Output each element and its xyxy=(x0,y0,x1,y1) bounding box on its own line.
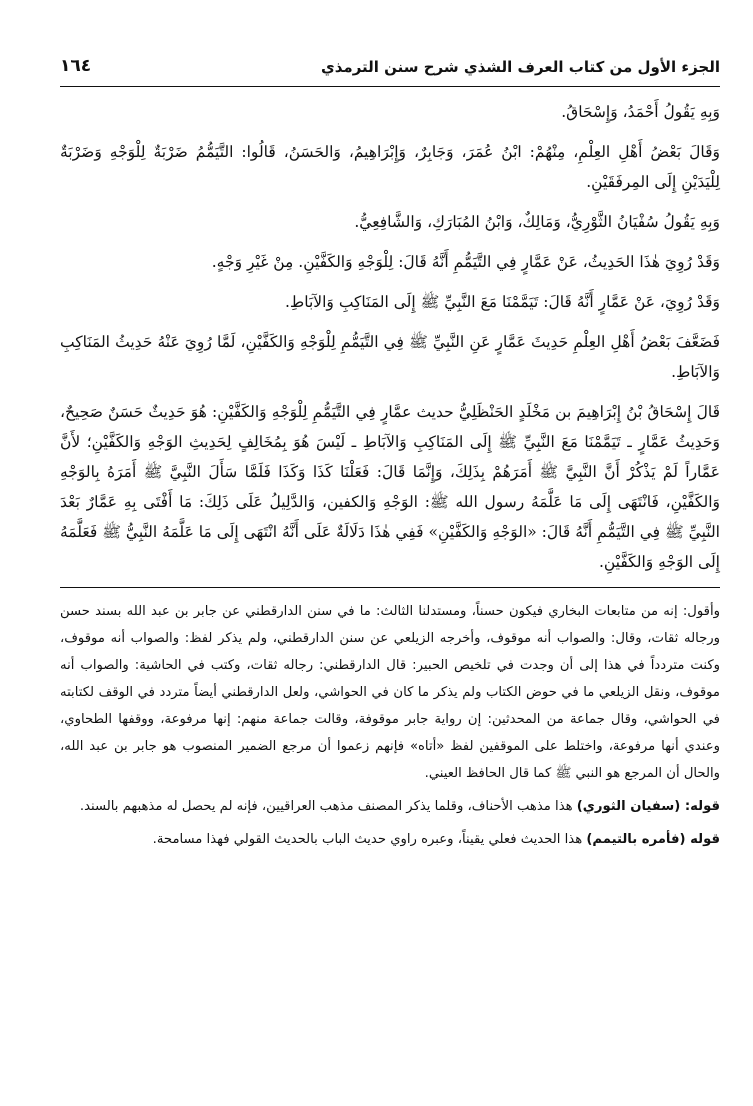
main-paragraph: فَضَعَّفَ بَعْضُ أَهْلِ العِلْمِ حَدِيثَ عَمَّارٍ عَنِ النَّبِيِّ ﷺ فِي التَّيَمُّمِ لِلْوَجْهِ وَالكَفَّيْنِ، لَمَّا رُوِيَ عَنْهُ حَدِيثُ المَنَاكِبِ وَالآبَاطِ. xyxy=(60,333,720,381)
commentary-lemma: قوله: (سفيان الثوري) xyxy=(576,799,720,814)
hadith-text xyxy=(60,97,720,577)
commentary-body: هذا الحديث فعلي يقيناً، وعبره راوي حديث الباب بالحديث القولي فهذا مسامحة. xyxy=(152,832,587,847)
commentary-paragraph xyxy=(60,826,720,853)
page-number: ١٦٤ xyxy=(60,56,92,76)
commentary-body: هذا مذهب الأحناف، وقلما يذكر المصنف مذهب العراقيين، فإنه لم يحصل له مذهبهم بالسند. xyxy=(79,799,577,814)
commentary-lemma: قوله (فأمره بالتيمم) xyxy=(586,832,720,847)
running-header xyxy=(60,52,720,87)
main-paragraph: وَبِهِ يَقُولُ أَحْمَدُ، وَإِسْحَاقُ. xyxy=(561,103,720,121)
commentary xyxy=(60,598,720,853)
main-paragraph: وَبِهِ يَقُولُ سُفْيَانُ الثَّوْرِيُّ، وَمَالِكٌ، وَابْنُ المُبَارَكِ، وَالشَّافِعِيُّ. xyxy=(354,213,720,231)
main-paragraph: وَقَالَ بَعْضُ أَهْلِ العِلْمِ، مِنْهُمْ: ابْنُ عُمَرَ، وَجَابِرٌ، وَإِبْرَاهِيمُ، وَالحَسَنُ، قَالُوا: التَّيَمُّمُ ضَرْبَةٌ لِلْوَجْهِ وَضَرْبَةٌ لِلْيَدَيْنِ إِلَى المِرفَقَيْنِ. xyxy=(60,143,720,191)
commentary-paragraph: وأقول: إنه من متابعات البخاري فيكون حسناً، ومستدلنا الثالث: ما في سنن الدارقطني عن جابر بن عبد الله بسند حسن ورجاله ثقات، وقال: والصواب أنه موقوف، وأخرجه الزيلعي عن سنن الدارقطني، ولم يذكر لفظ: والصواب أنه موقوف، وكنت متردداً في هذا إلى أن وجدت في تلخيص الحبير: قال الدارقطني: رجاله ثقات، وكتب في الحاشية: والصواب أنه موقوف، ونقل الزيلعي ما في حوض الكتاب ولم يذكر ما كان في الحواشي، ولعل الدارقطني أيضاً متردد في الوقف لكتابته في الحواشي، وقال جماعة من المحدثين: إن رواية جابر موقوفة، وقالت جماعة منهم: إنها مرفوعة، ووقفها الطحاوي، وعندي أنها مرفوعة، واختلط على الموقفين لفظ «أتاه» فإنهم زعموا أن مرجع الضمير المنصوب هو جابر بن عبد الله، والحال أن المرجع هو النبي ﷺ كما قال الحافظ العيني. xyxy=(60,604,720,781)
main-paragraph: وَقَدْ رُوِيَ هٰذَا الحَدِيثُ، عَنْ عَمَّارٍ فِي التَّيَمُّمِ أَنَّهُ قَالَ: لِلْوَجْهِ وَالكَفَّيْنِ. مِنْ غَيْرِ وَجْهٍ. xyxy=(211,253,720,271)
header-title: الجزء الأول من كتاب العرف الشذي شرح سنن الترمذي xyxy=(321,58,720,76)
commentary-paragraph xyxy=(60,793,720,820)
main-paragraph: قَالَ إِسْحَاقُ بْنُ إِبْرَاهِيمَ بن مَخْلَدٍ الحَنْظَلِيُّ حديث عمَّارٍ فِي التَّيَمُّمِ لِلْوَجْهِ وَالكَفَّيْنِ: هُوَ حَدِيثٌ حَسَنٌ صَحِيحٌ، وَحَدِيثُ عَمَّارٍ ـ تَيَمَّمْنَا مَعَ النَّبِيِّ ﷺ إِلَى المَنَاكِبِ وَالآبَاطِ ـ لَيْسَ هُوَ بِمُخَالِفٍ لِحَدِيثِ الوَجْهِ وَالكَفَّيْنِ؛ لأَنَّ عَمَّاراً لَمْ يَذْكُرْ أَنَّ النَّبِيَّ ﷺ أَمَرَهُمْ بِذَلِكَ، وَإِنَّمَا قَالَ: فَعَلْنَا كَذَا وَكَذَا فَلَمَّا سَأَلَ النَّبِيَّ ﷺ أَمَرَهُ بِالوَجْهِ وَالكَفَّيْنِ، فَانْتَهَى إِلَى مَا عَلَّمَهُ رسول الله ﷺ: الوَجْهِ وَالكفين، وَالدَّلِيلُ عَلَى ذَلِكَ: مَا أَفْتَى بِهِ عَمَّارٌ بَعْدَ النَّبِيِّ ﷺ فِي التَّيَمُّمِ أَنَّهُ قَالَ: «الوَجْهِ وَالكَفَّيْنِ» فَفِي هٰذَا دَلَالَةٌ عَلَى أَنَّهُ انْتَهَى إِلَى مَا عَلَّمَهُ النَّبِيُّ ﷺ فَعَلَّمَهُ إِلَى الوَجْهِ وَالكَفَّيْنِ. xyxy=(60,403,720,571)
commentary-divider xyxy=(60,587,720,588)
document-page xyxy=(60,52,720,859)
main-paragraph: وَقَدْ رُوِيَ، عَنْ عَمَّارٍ أَنَّهُ قَالَ: تَيَمَّمْنَا مَعَ النَّبِيِّ ﷺ إِلَى المَنَاكِبِ وَالآبَاطِ. xyxy=(284,293,720,311)
